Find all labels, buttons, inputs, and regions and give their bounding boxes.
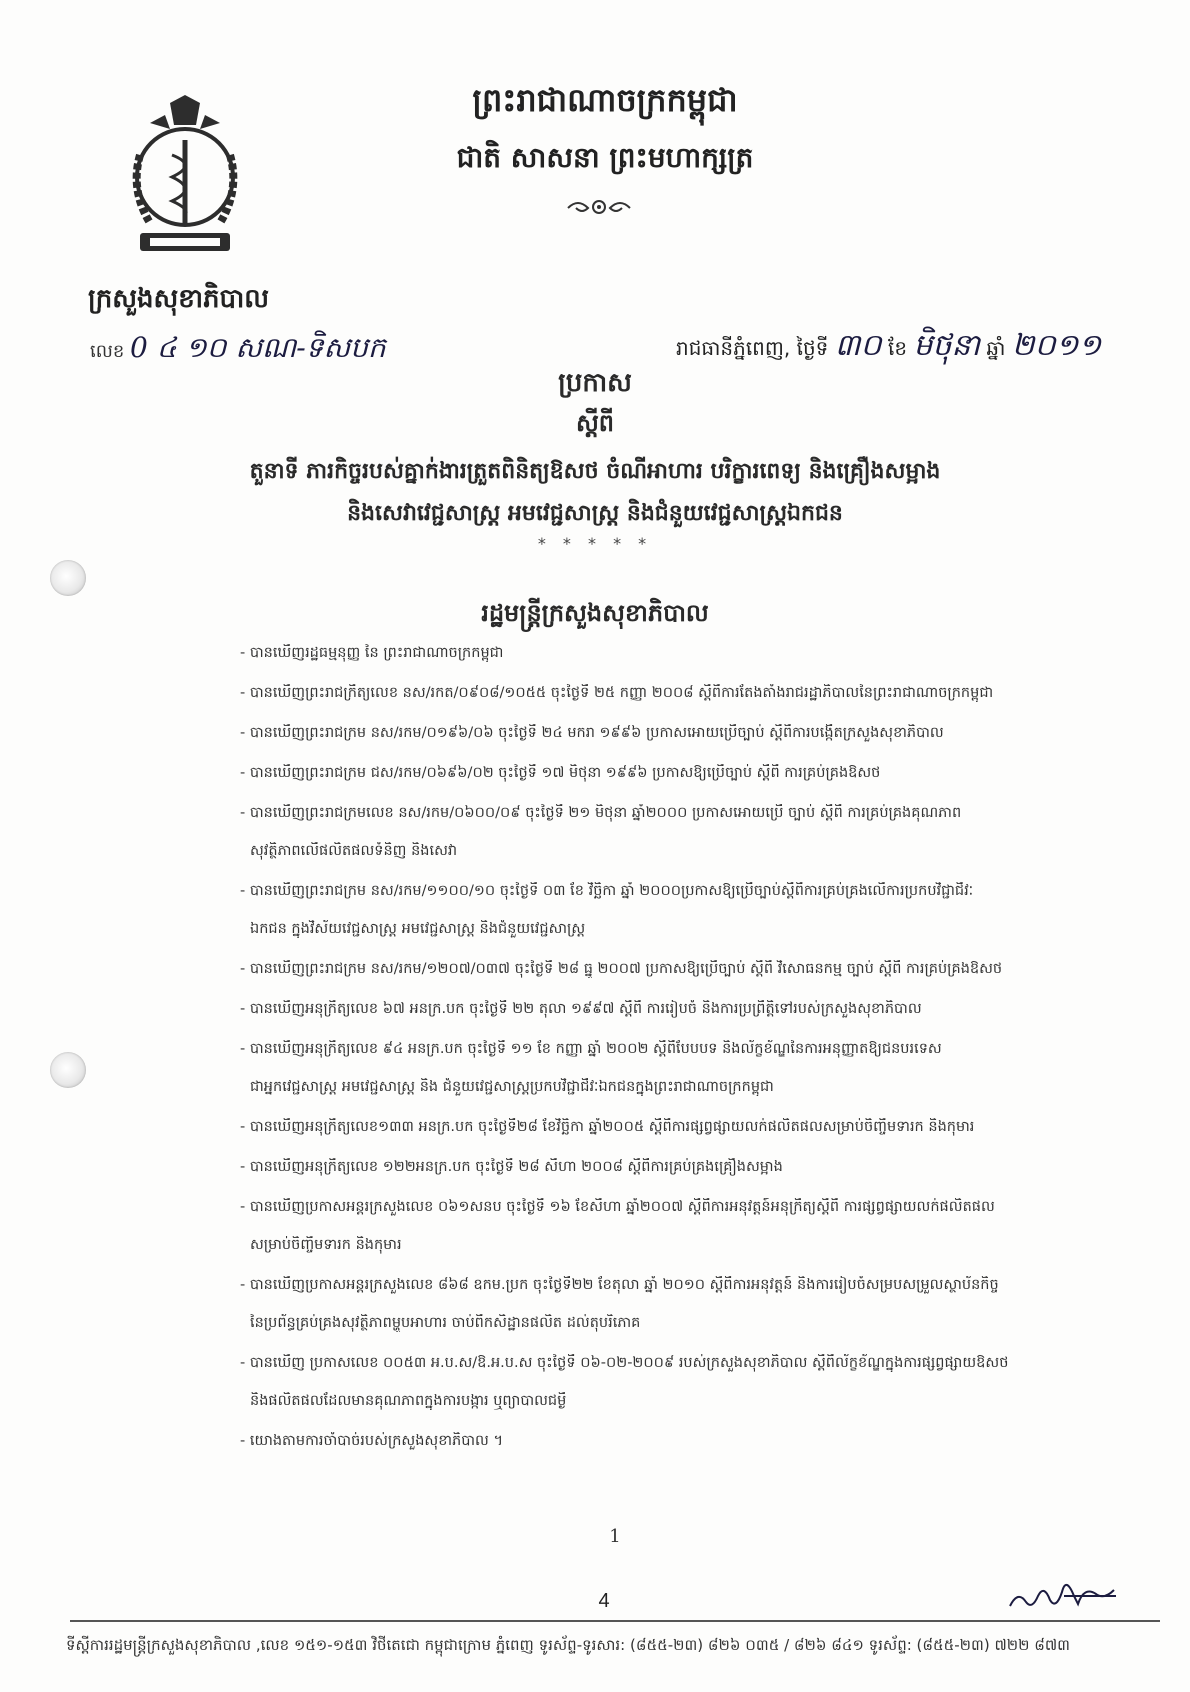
- page-number: 1: [609, 1526, 621, 1547]
- footer-divider: [70, 1620, 1160, 1622]
- reference-continuation: ជាអ្នកវេជ្ជសាស្ត្រ អមវេជ្ជសាស្ត្រ និង ជំនួយវេជ្ជសាស្ត្រប្រកបវិជ្ជាជីវៈឯកជនក្នុងព្រះរាជាណាចក្រកម្ពុជា: [250, 1079, 774, 1095]
- reference-item: - បានឃើញរដ្ឋធម្មនុញ្ញ នៃ ព្រះរាជាណាចក្រកម្ពុជា: [240, 645, 504, 661]
- reference-item: - បានឃើញព្រះរាជក្រឹត្យលេខ នស/រកត/០៩០៨/១០៥៥ ចុះថ្ងៃទី ២៥ កញ្ញា ២០០៨ ស្តីពីការតែងតាំងរាជរដ្ឋាភិបាលនៃព្រះរាជាណាចក្រកម្ពុជា: [240, 685, 994, 701]
- reference-item: - បានឃើញប្រកាសអន្តរក្រសួងលេខ ០៦១សនប ចុះថ្ងៃទី ១៦ ខែសីហា ឆ្នាំ២០០៧ ស្តីពីការអនុវត្តន៍អនុក្រឹត្យស្តីពី ការផ្សព្វផ្សាយលក់ផលិតផល: [240, 1199, 995, 1215]
- ministry-of-health-emblem-icon: [110, 95, 260, 265]
- reference-item: - បានឃើញអនុក្រឹត្យលេខ ១២២អនក្រ.បក ចុះថ្ងៃទី ២៨ សីហា ២០០៨ ស្តីពីការគ្រប់គ្រងគ្រឿងសម្អាង: [240, 1159, 783, 1175]
- about-label: ស្តីពី: [575, 408, 615, 437]
- punch-hole: [50, 1052, 86, 1088]
- reference-item: - បានឃើញ ប្រកាសលេខ ០០៥៣ អ.ប.ស/ឱ.អ.ប.ស ចុះថ្ងៃទី ០៦-០២-២០០៩ របស់ក្រសួងសុខាភិបាល ស្តីពីល័ក្ខខ័ណ្ឌក្នុងការផ្សព្វផ្សាយឱសថ: [240, 1355, 1009, 1371]
- ornament-icon: [564, 196, 634, 218]
- date-month-label: ខែ: [887, 336, 908, 360]
- ministry-name: ក្រសួងសុខាភិបាល: [88, 284, 270, 314]
- reference-item: - បានឃើញអនុក្រឹត្យលេខ១៣៣ អនក្រ.បក ចុះថ្ងៃទី២៨ ខែវិច្ឆិកា ឆ្នាំ២០០៥ ស្តីពីការផ្សព្វផ្សាយលក់ផលិតផលសម្រាប់ចិញ្ចឹមទារក និងកុមារ: [240, 1119, 975, 1135]
- national-motto: ជាតិ សាសនា ព្រះមហាក្សត្រ: [456, 141, 754, 174]
- reference-continuation: នៃប្រព័ន្ធគ្រប់គ្រងសុវត្ថិភាពម្ហូបអាហារ ចាប់ពីកសិដ្ឋានផលិត ដល់តុបរិភោគ: [250, 1315, 641, 1331]
- document-subject: [150, 450, 1040, 534]
- reference-continuation: សម្រាប់ចិញ្ចឹមទារក និងកុមារ: [250, 1237, 402, 1253]
- reference-item: - បានឃើញព្រះរាជក្រម ជស/រកម/០៦៩៦/០២ ចុះថ្ងៃទី ១៧ មិថុនា ១៩៩៦ ប្រកាសឱ្យប្រើច្បាប់ ស្តីពី ការគ្រប់គ្រងឱសថ: [240, 765, 881, 781]
- reference-item: - បានឃើញព្រះរាជក្រម នស/រកម/១១០០/១០ ចុះថ្ងៃទី ០៣ ខែ វិច្ឆិកា ឆ្នាំ ២០០០ប្រកាសឱ្យប្រើច្បាប់ស្តីពីការគ្រប់គ្រងលើការប្រកបវិជ្ជាជីវៈ: [240, 883, 974, 899]
- separator-stars: * * * * *: [537, 534, 653, 553]
- reference-item: - បានឃើញអនុក្រឹត្យលេខ ៦៧ អនក្រ.បក ចុះថ្ងៃទី ២២ តុលា ១៩៩៧ ស្តីពី ការរៀបចំ និងការប្រព្រឹត្តិទៅរបស់ក្រសួងសុខាភិបាល: [240, 1001, 922, 1017]
- legal-references-list: [240, 644, 1110, 1450]
- reference-item: - បានឃើញព្រះរាជក្រមលេខ នស/រកម/០៦០០/០៩ ចុះថ្ងៃទី ២១ មិថុនា ឆ្នាំ២០០០ ប្រកាសអោយប្រើ ច្បាប់ ស្តីពី ការគ្រប់គ្រងគុណភាព: [240, 805, 962, 821]
- reference-number: [90, 330, 386, 371]
- reference-item: - បានឃើញប្រកាសអន្តរក្រសួងលេខ ៨៦៨ ឧកម.ប្រក ចុះថ្ងៃទី២២ ខែតុលា ឆ្នាំ ២០១០ ស្តីពីការអនុវត្តន៍ និងការរៀបចំសម្របសម្រួលស្ថាប័នកិច្ច: [240, 1277, 999, 1293]
- reference-item: - បានឃើញព្រះរាជក្រម នស/រកម/១២០៧/០៣៧ ចុះថ្ងៃទី ២៨ ធ្នូ ២០០៧ ប្រកាសឱ្យប្រើច្បាប់ ស្តីពី វិសោធនកម្ម ច្បាប់ ស្តីពី ការគ្រប់គ្រងឱសថ: [240, 961, 1003, 977]
- reference-item: - យោងតាមការចាំបាច់របស់ក្រសួងសុខាភិបាល ។: [240, 1433, 504, 1449]
- reference-prefix: លេខ: [90, 341, 125, 362]
- reference-value: 0 ៤ ១០ សណ-ទិសបក: [130, 331, 386, 364]
- date-month: មិថុនា: [913, 328, 981, 363]
- reference-continuation: និងផលិតផលដែលមានគុណភាពក្នុងការបង្ការ ឬព្យាបាលជម្ងឺ: [250, 1393, 567, 1409]
- page-counter: 4: [598, 1590, 610, 1612]
- subject-line-1: តួនាទី ភារកិច្ចរបស់គ្នាក់ងារត្រួតពិនិត្យឱសថ ចំណីអាហារ បរិក្ខារពេទ្យ និងគ្រឿងសម្អាង: [249, 458, 941, 484]
- date-year: ២០១១: [1011, 328, 1102, 363]
- footer-address: ទីស្តីការរដ្ឋមន្ត្រីក្រសួងសុខាភិបាល ,លេខ ១៥១-១៥៣ វិថីតេជោ កម្ពុជាក្រោម ភ្នំពេញ ទូរស័ព្ទ-ទូរសារ: (៨៥៥-២៣) ៨២៦ ០៣៥ / ៨២៦ ៨៤១ ទូរស័ព្ទ: (៨៥៥-២៣) ៧២២ ៨៧៣: [66, 1636, 1070, 1654]
- date-day: ៣០: [834, 328, 882, 363]
- reference-item: - បានឃើញព្រះរាជក្រម នស/រកម/០១៩៦/០៦ ចុះថ្ងៃទី ២៤ មករា ១៩៩៦ ប្រកាសអោយប្រើច្បាប់ ស្តីពីការបង្កើតក្រសួងសុខាភិបាល: [240, 725, 944, 741]
- reference-continuation: ឯកជន ក្នុងវិស័យវេជ្ជសាស្ត្រ អមវេជ្ជសាស្ត្រ និងជំនួយវេជ្ជសាស្ត្រ: [250, 921, 586, 937]
- issuer-title: រដ្ឋមន្ត្រីក្រសួងសុខាភិបាល: [481, 598, 709, 627]
- subject-line-2: និងសេវាវេជ្ជសាស្ត្រ អមវេជ្ជសាស្ត្រ និងជំនួយវេជ្ជសាស្ត្រឯកជន: [347, 500, 843, 526]
- date-year-label: ឆ្នាំ: [986, 336, 1006, 360]
- reference-continuation: សុវត្ថិភាពលើផលិតផលទំនិញ និងសេវា: [250, 843, 458, 859]
- date-prefix: រាជធានីភ្នំពេញ, ថ្ងៃទី: [676, 336, 829, 360]
- kingdom-heading: ព្រះរាជាណាចក្រកម្ពុជា: [472, 81, 738, 119]
- reference-item: - បានឃើញអនុក្រឹត្យលេខ ៩៤ អនក្រ.បក ចុះថ្ងៃទី ១១ ខែ កញ្ញា ឆ្នាំ ២០០២ ស្តីពីបែបបទ និងល័ក្ខខ័ណ្ឌនៃការអនុញ្ញាតឱ្យជនបរទេស: [240, 1041, 942, 1057]
- signature-icon: [1004, 1566, 1124, 1616]
- document-type: ប្រកាស: [558, 368, 632, 398]
- date-line: [676, 326, 1136, 370]
- punch-hole: [50, 560, 86, 596]
